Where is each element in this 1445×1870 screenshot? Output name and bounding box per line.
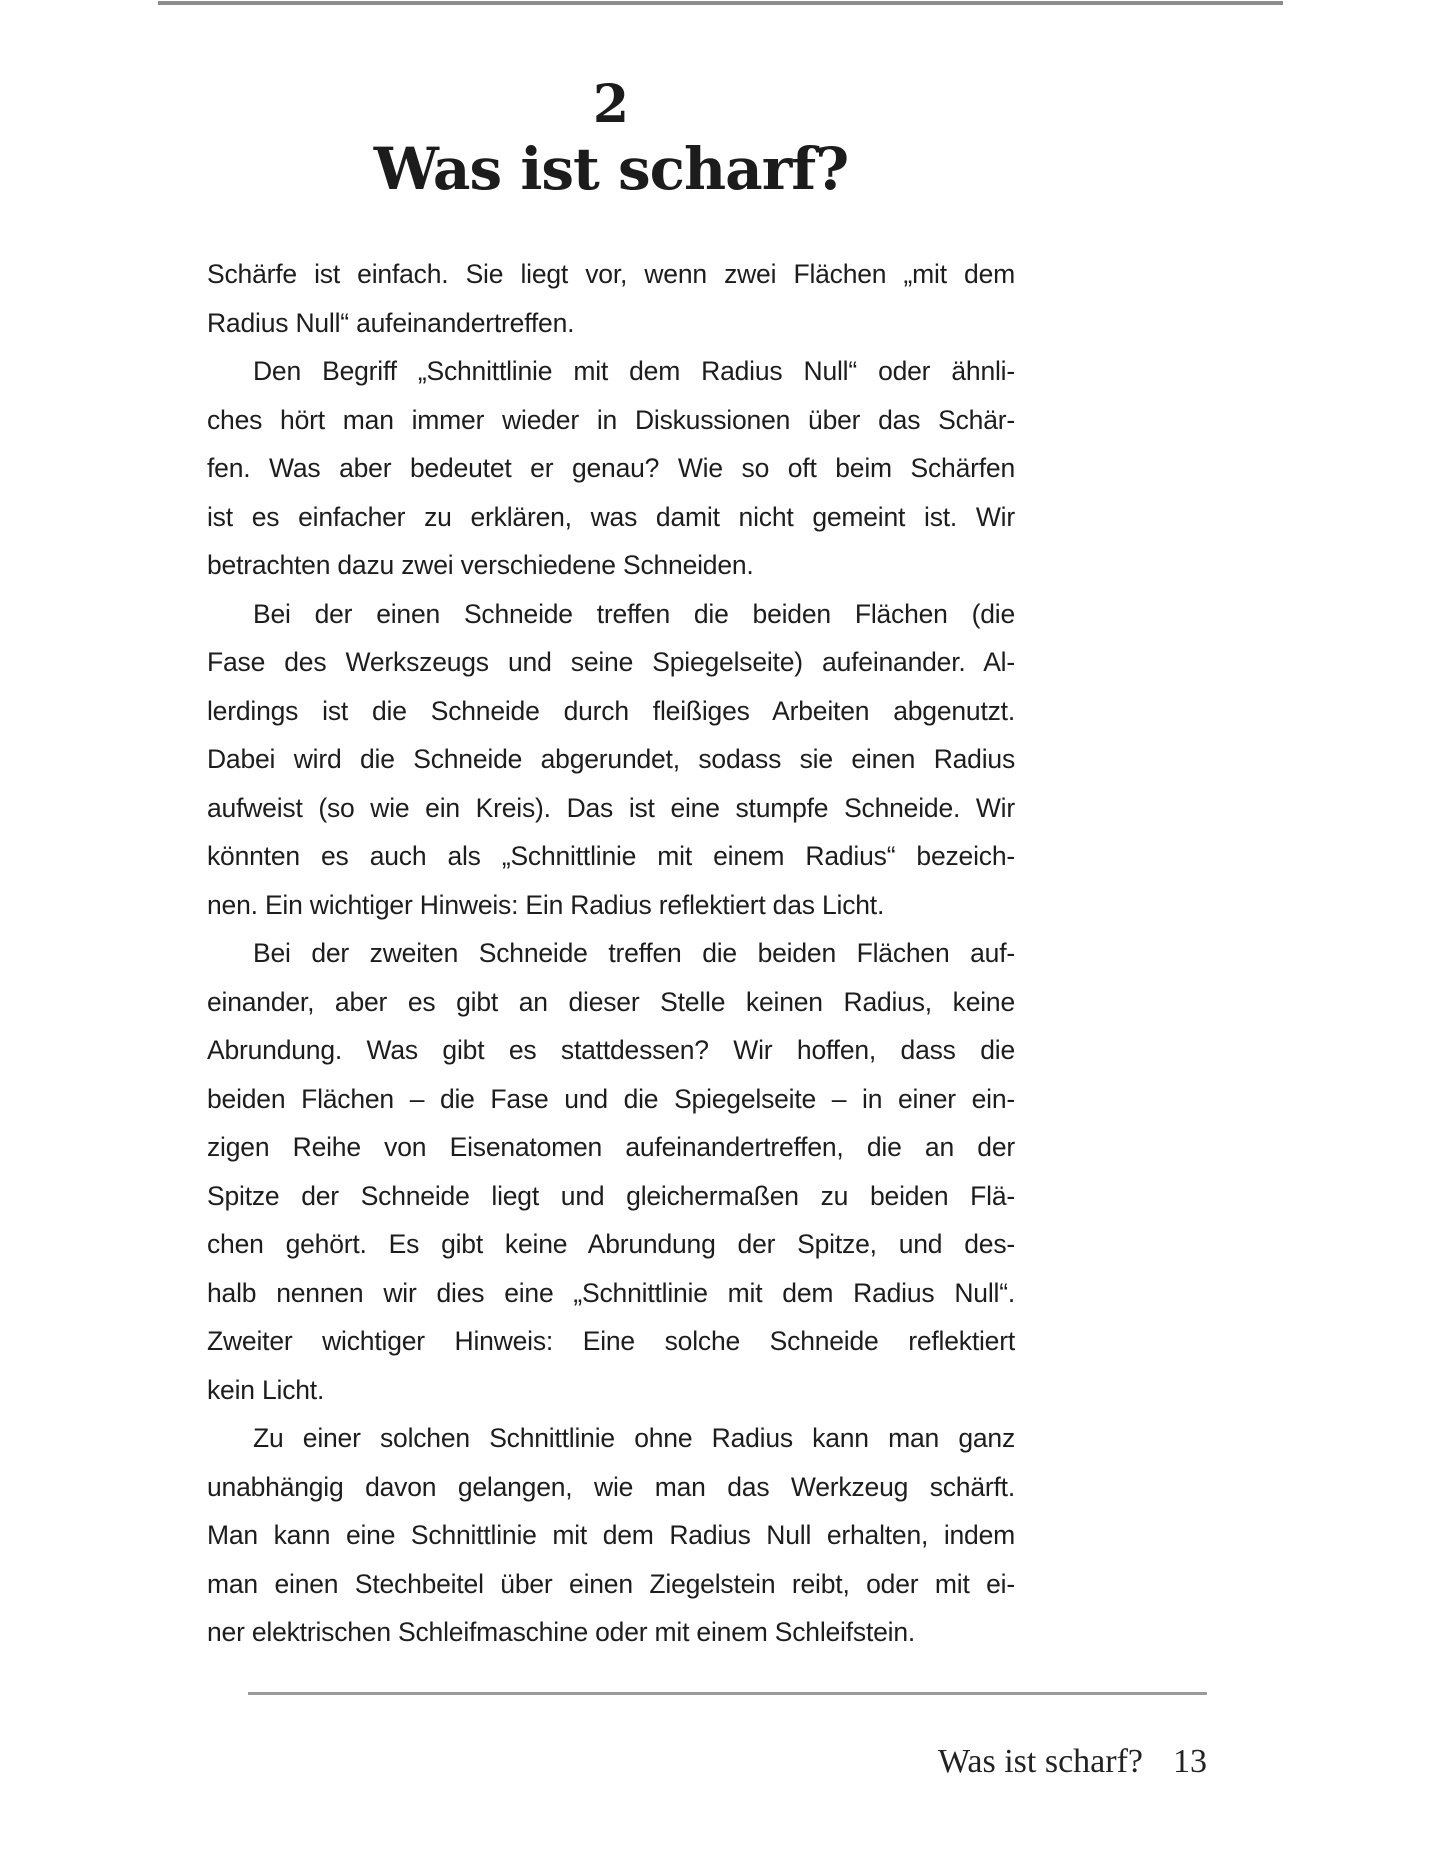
top-rule-divider	[158, 1, 1283, 5]
body-line: beiden Flächen – die Fase und die Spiegelseite – in einer ein-	[207, 1083, 1015, 1114]
body-line: ner elektrischen Schleifmaschine oder mit einem Schleifstein.	[207, 1617, 916, 1647]
body-line: unabhängig davon gelangen, wie man das Werkzeug schärft.	[207, 1471, 1015, 1502]
chapter-number: 2	[592, 74, 630, 135]
body-line: halb nennen wir dies eine „Schnittlinie mit dem Radius Null“.	[207, 1277, 1015, 1308]
body-line: Den Begriff „Schnittlinie mit dem Radius Null“ oder ähnli-	[253, 356, 1015, 386]
body-line: Man kann eine Schnittlinie mit dem Radius Null erhalten, indem	[207, 1520, 1015, 1550]
page-number: 13	[1173, 1743, 1207, 1780]
body-line: ist es einfacher zu erklären, was damit nicht gemeint ist. Wir	[207, 501, 1015, 532]
body-line: kein Licht.	[207, 1374, 325, 1405]
body-line: einander, aber es gibt an dieser Stelle keinen Radius, keine	[207, 986, 1015, 1017]
body-line: könnten es auch als „Schnittlinie mit einem Radius“ bezeich-	[207, 841, 1015, 871]
body-line: Radius Null“ aufeinandertreffen.	[207, 307, 575, 338]
body-line: ches hört man immer wieder in Diskussionen über das Schär-	[207, 404, 1015, 435]
body-text	[207, 250, 1015, 1657]
body-line: aufweist (so wie ein Kreis). Das ist eine stumpfe Schneide. Wir	[207, 792, 1015, 823]
body-line: Zweiter wichtiger Hinweis: Eine solche Schneide reflektiert	[207, 1326, 1015, 1356]
body-line: Spitze der Schneide liegt und gleichermaßen zu beiden Flä-	[207, 1180, 1015, 1211]
body-line: Dabei wird die Schneide abgerundet, sodass sie einen Radius	[207, 744, 1015, 774]
body-line: Fase des Werkszeugs und seine Spiegelseite) aufeinander. Al-	[207, 647, 1015, 677]
body-line: lerdings ist die Schneide durch fleißiges Arbeiten abgenutzt.	[207, 695, 1015, 726]
chapter-header	[207, 74, 1015, 203]
running-title: Was ist scharf?	[938, 1743, 1143, 1780]
page-footer	[207, 1743, 1207, 1781]
body-line: nen. Ein wichtiger Hinweis: Ein Radius reflektiert das Licht.	[207, 889, 885, 920]
body-line: zigen Reihe von Eisenatomen aufeinandertreffen, die an der	[207, 1132, 1015, 1162]
chapter-title: Was ist scharf?	[373, 134, 849, 203]
footer-rule-divider	[248, 1692, 1207, 1695]
body-line: betrachten dazu zwei verschiedene Schneiden.	[207, 550, 754, 580]
body-line: Bei der zweiten Schneide treffen die beiden Flächen auf-	[253, 938, 1015, 968]
body-line: Zu einer solchen Schnittlinie ohne Radius kann man ganz	[253, 1423, 1015, 1453]
body-line: chen gehört. Es gibt keine Abrundung der Spitze, und des-	[207, 1229, 1015, 1259]
body-line: Schärfe ist einfach. Sie liegt vor, wenn zwei Flächen „mit dem	[207, 259, 1015, 289]
body-line: fen. Was aber bedeutet er genau? Wie so oft beim Schärfen	[207, 453, 1015, 483]
body-line: Abrundung. Was gibt es stattdessen? Wir hoffen, dass die	[207, 1035, 1015, 1065]
body-line: Bei der einen Schneide treffen die beiden Flächen (die	[253, 598, 1015, 629]
body-line: man einen Stechbeitel über einen Ziegelstein reibt, oder mit ei-	[207, 1568, 1015, 1599]
